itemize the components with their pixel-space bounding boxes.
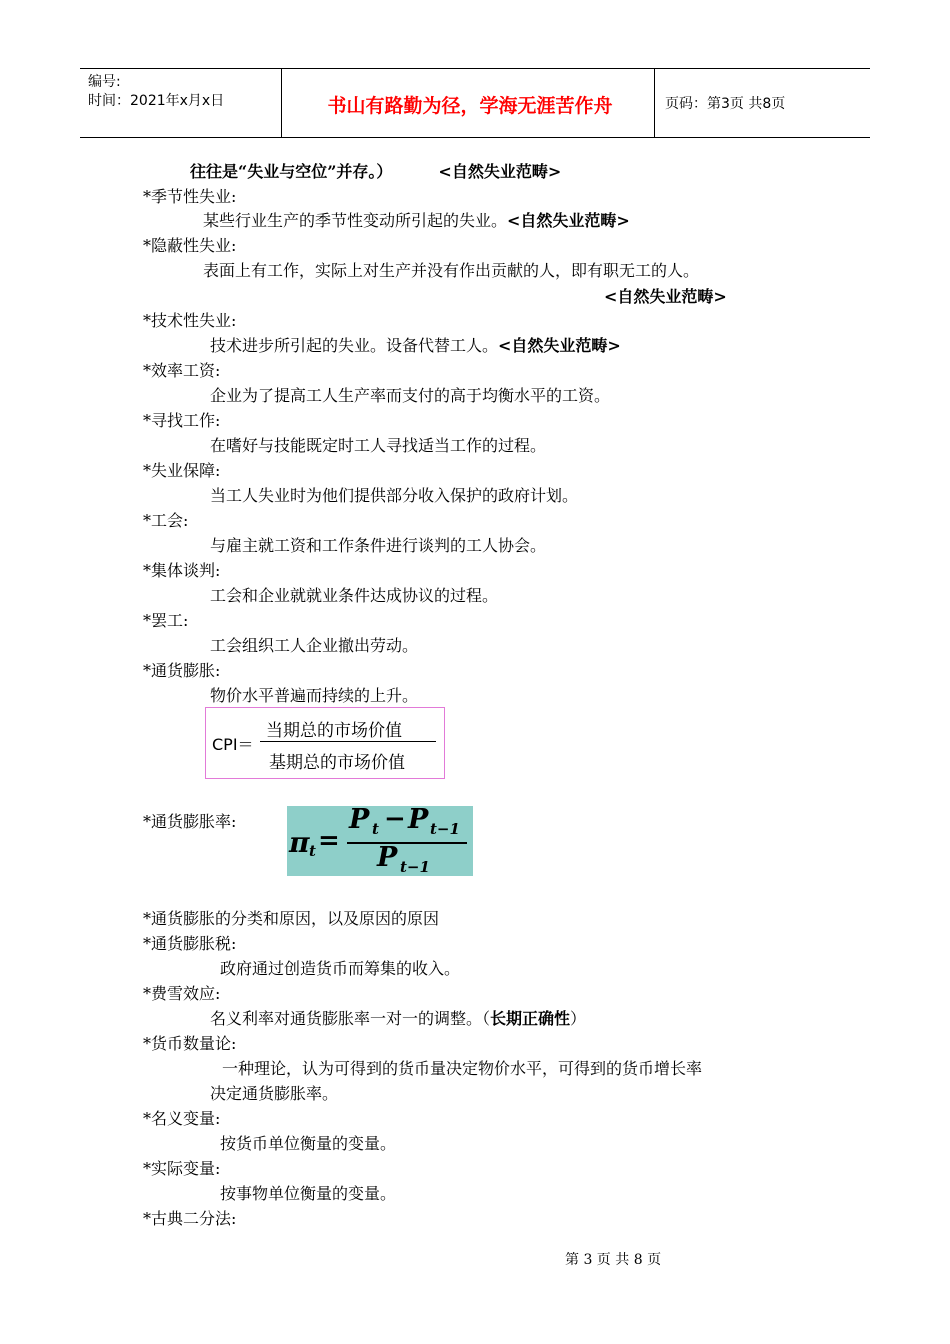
definition: 表面上有工作，实际上对生产并没有作出贡献的人，即有职无工的人。 — [203, 261, 700, 280]
term-heading: *名义变量: — [143, 1109, 221, 1128]
header-divider — [281, 69, 282, 137]
term-heading: *效率工资: — [143, 361, 221, 380]
term-heading: *工会: — [143, 511, 189, 530]
motto: 书山有路勤为径，学海无涯苦作舟 — [327, 95, 613, 117]
term-heading: *古典二分法: — [143, 1209, 237, 1228]
term-heading: *隐蔽性失业: — [143, 236, 237, 255]
numerator-p: P — [349, 804, 370, 835]
cpi-label: CPI＝ — [212, 735, 254, 754]
definition: 决定通货膨胀率。 — [210, 1084, 339, 1103]
pi-symbol: π — [289, 826, 310, 859]
subscript-t: t — [309, 842, 316, 860]
category-tag: <自然失业范畴> — [604, 287, 727, 306]
definition: 当工人失业时为他们提供部分收入保护的政府计划。 — [210, 486, 579, 505]
term-heading: *失业保障: — [143, 461, 221, 480]
definition: 企业为了提高工人生产率而支付的高于均衡水平的工资。 — [210, 386, 611, 405]
cpi-denominator: 基期总的市场价值 — [269, 753, 405, 773]
document-header — [80, 68, 870, 138]
definition: 技术进步所引起的失业。设备代替工人。<自然失业范畴> — [210, 336, 621, 355]
term-heading: *通货膨胀的分类和原因，以及原因的原因 — [143, 909, 440, 928]
page-info: 页码：第3页 共8页 — [665, 96, 786, 112]
definition: 一种理论，认为可得到的货币量决定物价水平，可得到的货币增长率 — [222, 1059, 703, 1078]
definition: 按货币单位衡量的变量。 — [220, 1134, 397, 1153]
number-label: 编号: — [88, 74, 121, 90]
category-tag: <自然失业范畴> — [438, 162, 562, 181]
fraction-bar — [347, 842, 467, 844]
term-heading: *罢工: — [143, 611, 189, 630]
category-tag: <自然失业范畴> — [498, 336, 621, 355]
term-heading: *通货膨胀率: — [143, 812, 237, 831]
definition: 按事物单位衡量的变量。 — [220, 1184, 397, 1203]
definition: 工会和企业就就业条件达成协议的过程。 — [210, 586, 499, 605]
time-label: 时间：2021年x月x日 — [88, 93, 225, 109]
cpi-formula — [205, 707, 445, 779]
term-heading: *寻找工作: — [143, 411, 221, 430]
text-line: 往往是“失业与空位”并存。） <自然失业范畴> — [190, 162, 562, 181]
subscript-t-minus-1: t−1 — [430, 820, 460, 838]
subscript-t-minus-1: t−1 — [400, 858, 430, 876]
definition: 与雇主就工资和工作条件进行谈判的工人协会。 — [210, 536, 547, 555]
definition: 名义利率对通货膨胀率一对一的调整。（长期正确性） — [210, 1009, 587, 1028]
emphasis: 长期正确性 — [490, 1009, 571, 1028]
denominator-p: P — [377, 842, 398, 873]
term-heading: *费雪效应: — [143, 984, 221, 1003]
equals-sign: = — [318, 826, 340, 856]
fraction-bar — [260, 741, 436, 742]
term-heading: *实际变量: — [143, 1159, 221, 1178]
term-heading: *集体谈判: — [143, 561, 221, 580]
term-heading: *季节性失业: — [143, 187, 237, 206]
category-tag: <自然失业范畴> — [507, 211, 630, 230]
term-heading: *技术性失业: — [143, 311, 237, 330]
numerator-p-prev: P — [408, 804, 429, 835]
minus-sign: − — [384, 804, 406, 834]
definition: 某些行业生产的季节性变动所引起的失业。<自然失业范畴> — [203, 211, 630, 230]
term-heading: *通货膨胀税: — [143, 934, 237, 953]
header-meta — [88, 73, 224, 111]
term-heading: *货币数量论: — [143, 1034, 237, 1053]
definition: 政府通过创造货币而筹集的收入。 — [220, 959, 461, 978]
definition: 物价水平普遍而持续的上升。 — [210, 686, 419, 705]
subscript-t: t — [372, 820, 379, 838]
definition: 工会组织工人企业撤出劳动。 — [210, 636, 419, 655]
term-heading: *通货膨胀: — [143, 661, 221, 680]
cpi-numerator: 当期总的市场价值 — [266, 721, 402, 741]
definition: 在嗜好与技能既定时工人寻找适当工作的过程。 — [210, 436, 547, 455]
inflation-rate-formula — [287, 806, 473, 876]
page-footer: 第 3 页 共 8 页 — [565, 1252, 662, 1268]
